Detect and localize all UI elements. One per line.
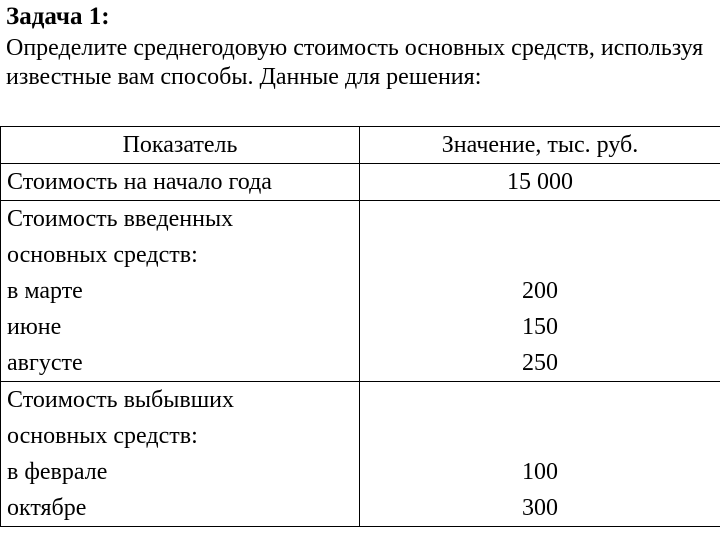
- value-text: [360, 201, 720, 237]
- value-text: 150: [522, 314, 558, 340]
- value-cell: [360, 382, 720, 527]
- value-text: [360, 237, 720, 273]
- value-text: [360, 382, 720, 418]
- table-row: [1, 382, 720, 527]
- indicator-label: основных средств:: [7, 423, 198, 449]
- column-header-value: Значение, тыс. руб.: [360, 127, 720, 164]
- table-header-row: [1, 127, 720, 164]
- indicator-label: октябре: [7, 495, 87, 521]
- data-table: [0, 126, 720, 527]
- indicator-label: в марте: [7, 278, 83, 304]
- indicator-cell: [1, 382, 360, 527]
- value-text: 200: [522, 278, 558, 304]
- value-text: 100: [522, 459, 558, 485]
- table-row: [1, 201, 720, 382]
- value-text: [360, 418, 720, 454]
- value-cell: [360, 164, 720, 201]
- indicator-label: августе: [7, 350, 83, 376]
- indicator-label: Стоимость введенных: [7, 206, 234, 232]
- indicator-label: в феврале: [7, 459, 108, 485]
- indicator-cell: [1, 201, 360, 382]
- value-text: 15 000: [507, 169, 573, 195]
- value-text: 300: [522, 495, 558, 521]
- task-intro: Определите среднегодовую стоимость основных средств, используя известные вам способы. Данные для решения:: [6, 35, 704, 90]
- indicator-cell: [1, 164, 360, 201]
- column-header-indicator: Показатель: [1, 127, 360, 164]
- value-cell: [360, 201, 720, 382]
- indicator-label: основных средств:: [7, 242, 198, 268]
- task-title: Задача 1:: [6, 3, 110, 30]
- indicator-label: Стоимость выбывших: [7, 387, 235, 413]
- value-text: 250: [522, 350, 558, 376]
- table-row: [1, 164, 720, 201]
- indicator-label: июне: [7, 314, 62, 340]
- indicator-label: Стоимость на начало года: [7, 169, 272, 195]
